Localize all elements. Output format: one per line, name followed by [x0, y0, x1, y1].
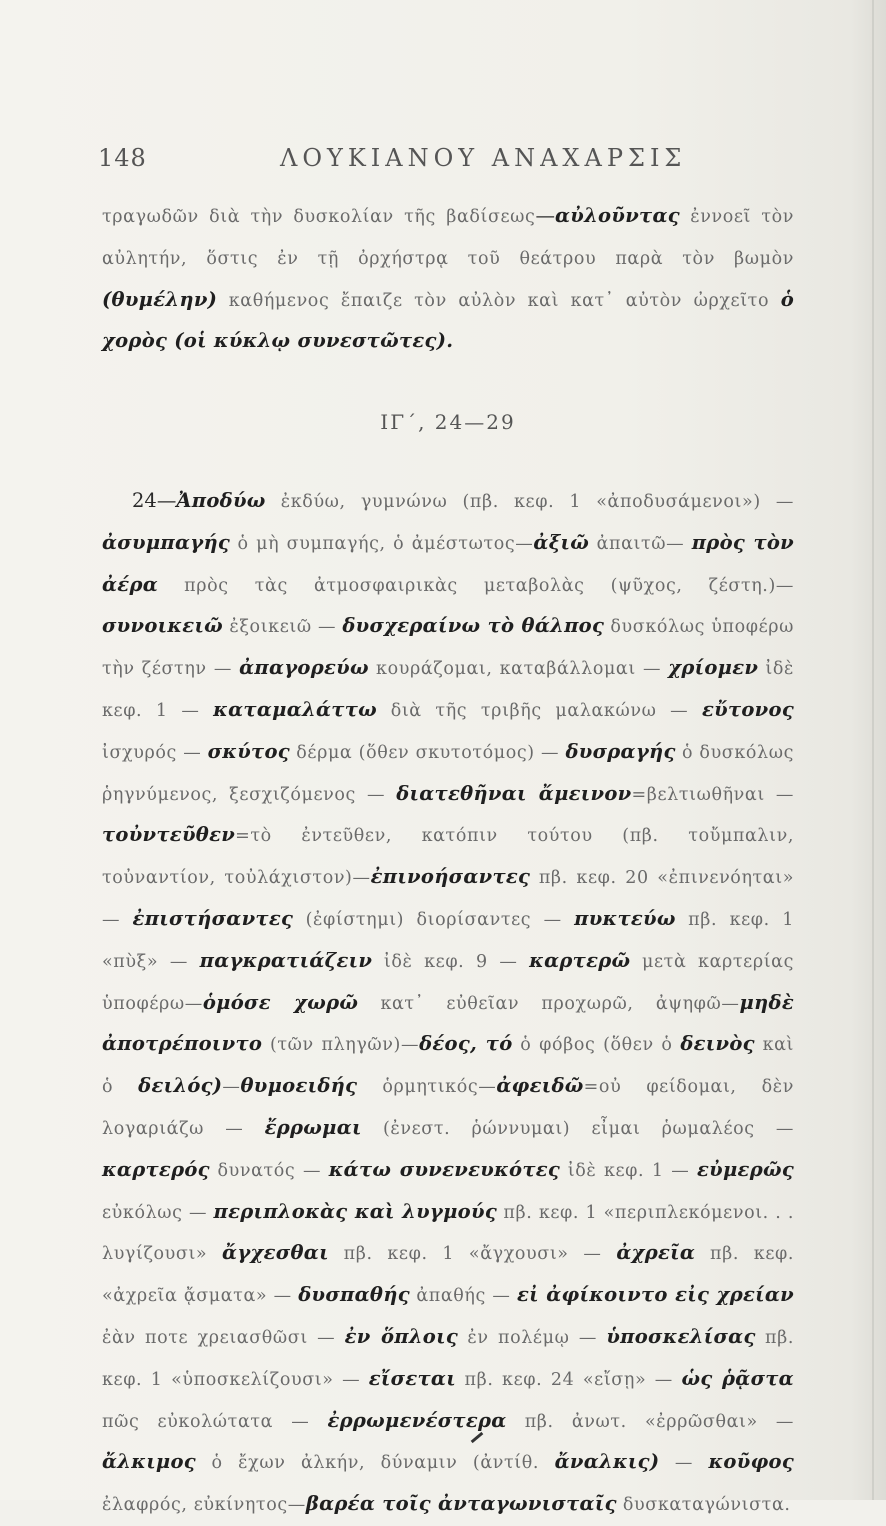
text-span: ὁ φόβος (ὅθεν ὁ: [512, 1035, 681, 1056]
text-span: ὁ δυσκόλως ῥηγνύμενος, ξεσχιζόμενος —: [102, 742, 794, 805]
text-span: (ἐνεστ. ῥώννυμαι) εἶμαι ῥωμαλέος —: [361, 1118, 794, 1139]
text-span: —: [222, 1077, 241, 1098]
lemma: ἀξιῶ: [533, 530, 590, 554]
lemma: κάτω συνενευκότες: [328, 1157, 561, 1181]
text-span: =τὸ ἐντεῦθεν, κατόπιν τούτου (πβ. τοὔμπαλιν, τοὐναντίον, τοὐλάχιστον)—: [102, 826, 794, 889]
lemma: ἔρρωμαι: [264, 1115, 362, 1139]
lemma: βαρέα τοῖς ἀνταγωνισταῖς: [305, 1492, 617, 1516]
text-span: ἐννοεῖ τὸν αὐλητήν, ὅστις ἐν τῇ ὀρχήστρᾳ τοῦ θεάτρου παρὰ τὸν βωμὸν: [102, 207, 794, 269]
lemma: ἀπαγορεύω: [239, 656, 369, 680]
text-span: πβ. ἀνωτ. «ἐρρῶσθαι» —: [506, 1411, 795, 1432]
text-span: ὁ μὴ συμπαγής, ὁ ἀμέστωτος—: [230, 533, 534, 554]
text-span: κουράζομαι, καταβάλλομαι —: [368, 659, 669, 680]
text-span: ἐὰν ποτε χρειασθῶσι —: [102, 1327, 345, 1348]
lemma: πρὸς τὸν ἀέρα: [102, 530, 794, 596]
text-span: ἀπαιτῶ—: [589, 533, 692, 554]
lemma: σκύτος: [207, 739, 290, 763]
text-span: =οὐ φείδομαι, δὲν λογαριάζω —: [102, 1077, 794, 1139]
text-span: καὶ ὁ: [102, 1035, 794, 1098]
section-heading: ΙΓ΄, 24—29: [380, 410, 516, 435]
text-span: (τῶν πληγῶν)—: [262, 1035, 420, 1056]
text-span: ἐξοικειῶ —: [223, 617, 343, 638]
text-span: (ἐφίστημι) διορίσαντες —: [293, 909, 575, 930]
lemma: ἄλκιμος: [102, 1450, 196, 1474]
text-span: πβ. κεφ. 1 «ἄγχουσι» —: [328, 1244, 617, 1265]
text-span: ἰδὲ κεφ. 1 —: [102, 659, 794, 721]
text-span: πβ. κεφ. 1 «πὺξ» —: [102, 909, 794, 972]
text-span: ὁ ἔχων ἀλκήν, δύναμιν (ἀντίθ.: [195, 1453, 555, 1474]
lemma: ὡς ῥᾷστα: [681, 1366, 794, 1390]
lemma: περιπλοκὰς καὶ λυγμούς: [213, 1199, 497, 1223]
lemma: ὑποσκελίσας: [606, 1324, 756, 1348]
lemma: ὁ χορὸς (οἱ κύκλῳ συνεστῶτες).: [102, 287, 794, 353]
lemma: ἀσυμπαγής: [102, 530, 231, 554]
lemma: κοῦφος: [708, 1450, 794, 1474]
text-span: ἰσχυρός —: [102, 742, 208, 763]
lemma: καρτερῶ: [529, 948, 631, 972]
running-head: [98, 144, 798, 184]
text-span: 24—: [132, 488, 177, 512]
lemma: ἐν ὅπλοις: [344, 1324, 459, 1348]
lemma: (θυμέλην): [102, 287, 218, 311]
text-span: πρὸς τὰς ἀτμοσφαιρικὰς μεταβολὰς (ψῦχος, ζέστη.)—: [158, 575, 794, 596]
lemma: πυκτεύω: [574, 906, 676, 930]
page-number: 148: [98, 144, 147, 172]
lemma: παγκρατιάζειν: [199, 948, 373, 972]
text-span: δυσκόλως ὑποφέρω τὴν ζέστην —: [102, 617, 794, 680]
lemma: ὁμόσε χωρῶ: [202, 990, 359, 1014]
text-block: [102, 196, 794, 1526]
lemma: ἐρρωμενέστερα: [327, 1408, 507, 1432]
lemma: δυσπαθής: [298, 1283, 410, 1307]
text-span: εὐκόλως —: [102, 1202, 214, 1223]
text-span: τραγωδῶν διὰ τὴν δυσκολίαν τῆς βαδίσεως: [102, 207, 536, 227]
text-span: ἐκδύω, γυμνώνω (πβ. κεφ. 1 «ἀποδυσάμενοι») —: [265, 491, 794, 512]
text-span: δυσκαταγώνιστα.: [616, 1495, 791, 1516]
lemma: διατεθῆναι ἄμεινον: [396, 781, 632, 805]
lemma: ἄγχεσθαι: [222, 1241, 329, 1265]
text-span: =βελτιωθῆναι —: [631, 784, 794, 805]
lemma: τοὐντεῦθεν: [102, 823, 236, 847]
lemma: ἀφειδῶ: [496, 1074, 584, 1098]
lemma: συνοικειῶ: [102, 614, 224, 638]
text-span: ἰδὲ κεφ. 9 —: [372, 951, 530, 972]
text-span: ἐλαφρός, εὐκίνητος—: [102, 1495, 306, 1516]
lemma: δεινὸς: [680, 1032, 755, 1056]
lemma: εὐμερῶς: [696, 1157, 795, 1181]
text-span: ἐν πολέμῳ —: [458, 1327, 607, 1348]
lemma: εἰ ἀφίκοιντο εἰς χρείαν: [516, 1283, 795, 1307]
text-span: πβ. κεφ. 24 «εἴσῃ» —: [455, 1369, 682, 1390]
lemma: εὔτονος: [701, 697, 794, 721]
text-span: πβ. κεφ. «ἀχρεῖα ᾄσματα» —: [102, 1244, 795, 1307]
text-span: ὁρμητικός—: [357, 1077, 497, 1098]
text-span: δυνατός —: [209, 1160, 329, 1181]
text-span: πβ. κεφ. 20 «ἐπινενόηται» —: [102, 868, 794, 930]
text-span: —: [535, 204, 555, 227]
running-title: ΛΟΥΚΙΑΝΟΥ ΑΝΑΧΑΡΣΙΣ: [280, 144, 687, 172]
text-span: καθήμενος ἔπαιζε τὸν αὐλὸν καὶ κατ᾽ αὐτὸν ὠρχεῖτο: [217, 290, 770, 311]
paragraph-1: [102, 196, 794, 362]
page-edge: [872, 0, 874, 1500]
text-span: —: [659, 1453, 709, 1474]
text-span: πβ. κεφ. 1 «περιπλεκόμενοι. . . λυγίζουσι»: [102, 1202, 794, 1265]
lemma: αὐλοῦντας: [554, 204, 680, 227]
lemma: ἀχρεῖα: [616, 1241, 696, 1265]
lemma: καταμαλάττω: [213, 697, 377, 721]
lemma: ἐπιστήσαντες: [132, 906, 294, 930]
lemma: καρτερός: [102, 1157, 210, 1181]
text-span: πῶς εὐκολώτατα —: [102, 1411, 328, 1432]
text-span: ἀπαθής —: [409, 1286, 517, 1307]
lemma: Ἀποδύω: [176, 488, 266, 512]
lemma: ἄναλκις): [554, 1450, 660, 1474]
lemma: θυμοειδής: [240, 1074, 358, 1098]
text-span: ἰδὲ κεφ. 1 —: [560, 1160, 697, 1181]
lemma: δέος, τό: [419, 1032, 513, 1056]
lemma: χρίομεν: [668, 656, 759, 680]
text-span: πβ. κεφ. 1 «ὑποσκελίζουσι» —: [102, 1327, 795, 1390]
text-span: διὰ τῆς τριβῆς μαλακώνω —: [377, 700, 702, 721]
lemma: δειλός): [138, 1074, 223, 1098]
lemma: εἴσεται: [368, 1366, 456, 1390]
text-span: μετὰ καρτερίας ὑποφέρω—: [102, 951, 794, 1014]
lemma: ἐπινοήσαντες: [370, 865, 531, 889]
paragraph-2: [102, 481, 794, 1526]
lemma: δυσχεραίνω τὸ θάλπος: [342, 614, 605, 638]
lemma: μηδὲ ἀποτρέποιντο: [102, 990, 794, 1056]
lemma: δυσραγής: [565, 739, 676, 763]
text-span: δέρμα (ὅθεν σκυτοτόμος) —: [289, 742, 566, 763]
text-span: κατ᾽ εὐθεῖαν προχωρῶ, ἀψηφῶ—: [358, 993, 740, 1014]
